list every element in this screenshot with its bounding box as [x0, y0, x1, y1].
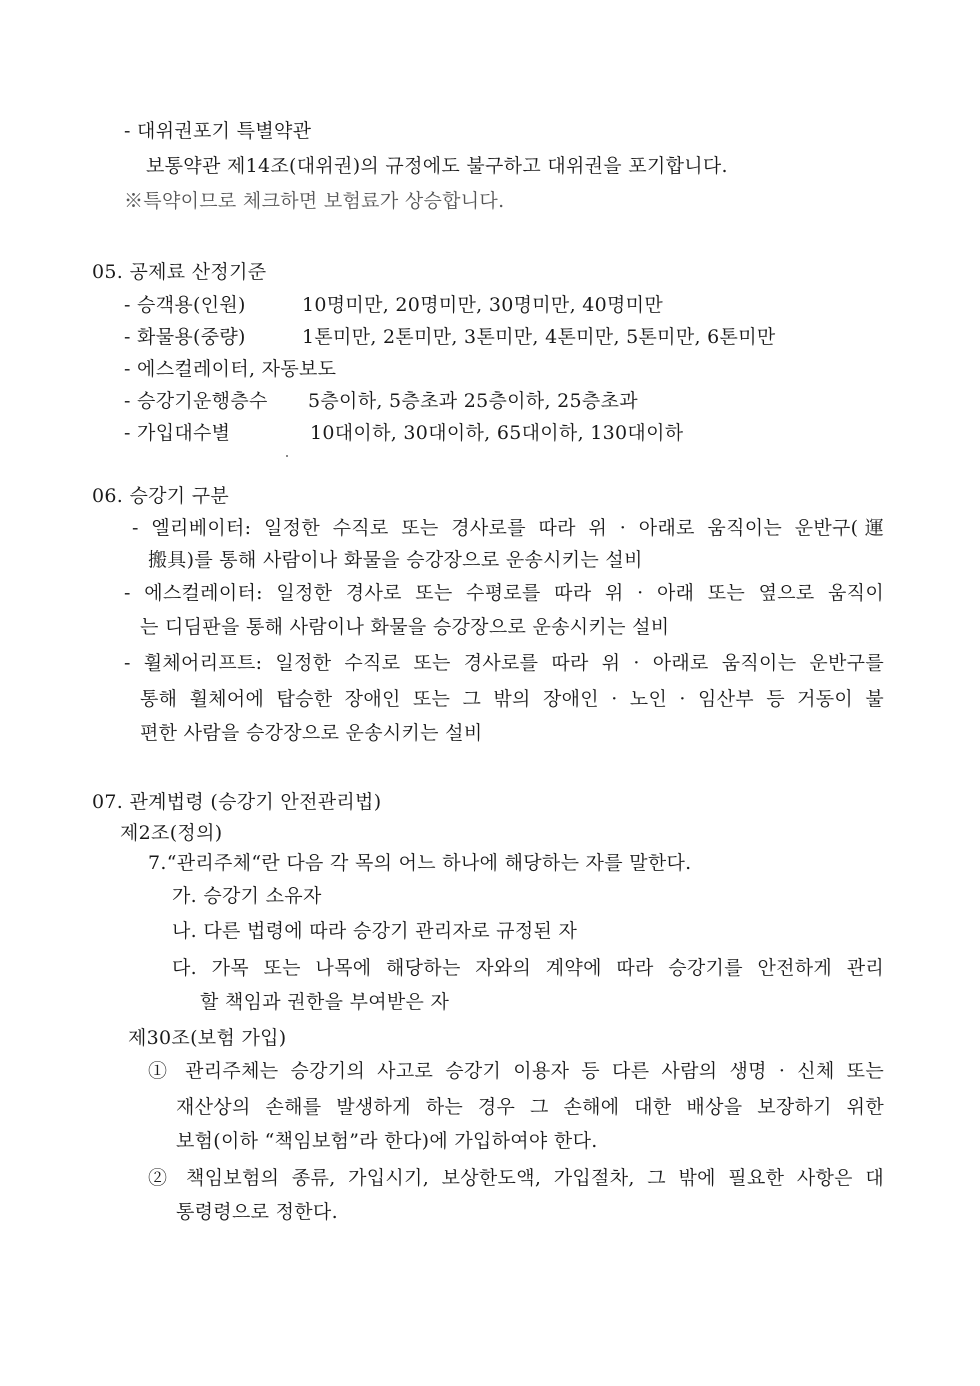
article-2-item-7: 7.“관리주체“란 다음 각 목의 어느 하나에 해당하는 자를 말한다. [148, 852, 692, 874]
premium-row-floors [124, 388, 904, 414]
section-06-heading: 06. 승강기 구분 [92, 485, 230, 507]
wheelchair-lift-def-line2: 통해 휠체어에 탑승한 장애인 또는 그 밖의 장애인 · 노인 · 임산부 등 거동이 불 [140, 688, 884, 710]
article-2-title: 제2조(정의) [120, 822, 223, 844]
article-30-para2-line2: 통령령으로 정한다. [176, 1201, 338, 1223]
elevator-def-line2: 搬具)를 통해 사람이나 화물을 승강장으로 운송시키는 설비 [148, 549, 643, 571]
premium-row-escalator [124, 356, 336, 382]
premium-row-value: 1톤미만, 2톤미만, 3톤미만, 4톤미만, 5톤미만, 6톤미만 [302, 326, 776, 348]
section-07-heading: 07. 관계법령 (승강기 안전관리법) [92, 791, 382, 813]
article-2-item-da-line1: 다. 가목 또는 나목에 해당하는 자와의 계약에 따라 승강기를 안전하게 관리 [172, 957, 884, 979]
premium-row-cargo [124, 324, 904, 350]
escalator-def-line1: - 에스컬레이터: 일정한 경사로 또는 수평로를 따라 위 · 아래 또는 옆으로 움직이 [124, 582, 884, 604]
special-clause-title: - 대위권포기 특별약관 [124, 120, 312, 142]
article-30-para2-line1: ② 책임보험의 종류, 가입시기, 보상한도액, 가입절차, 그 밖에 필요한 사항은 대 [148, 1167, 884, 1189]
premium-row-label: - 에스컬레이터, 자동보도 [124, 358, 337, 380]
article-30-para1-line3: 보험(이하 “책임보험”라 한다)에 가입하여야 한다. [176, 1130, 598, 1152]
premium-row-label: - 승객용(인원) [124, 294, 246, 316]
special-clause-note: ※특약이므로 체크하면 보험료가 상승합니다. [124, 190, 505, 212]
article-30-para1-line1: ① 관리주체는 승강기의 사고로 승강기 이용자 등 다른 사람의 생명 · 신체 또는 [148, 1060, 884, 1082]
premium-row-passenger [124, 292, 904, 318]
premium-row-label: - 승강기운행층수 [124, 390, 268, 412]
premium-row-units [124, 420, 904, 446]
premium-row-value: 10명미만, 20명미만, 30명미만, 40명미만 [302, 294, 663, 316]
article-30-title: 제30조(보험 가입) [128, 1027, 287, 1049]
article-2-item-ga: 가. 승강기 소유자 [172, 885, 322, 907]
premium-row-value: 5층이하, 5층초과 25층이하, 25층초과 [308, 390, 638, 412]
article-30-para1-line2: 재산상의 손해를 발생하게 하는 경우 그 손해에 대한 배상을 보장하기 위한 [176, 1096, 884, 1118]
article-2-item-na: 나. 다른 법령에 따라 승강기 관리자로 규정된 자 [172, 920, 578, 942]
scan-speck [286, 455, 288, 457]
section-05-heading: 05. 공제료 산정기준 [92, 261, 267, 283]
wheelchair-lift-def-line1: - 휠체어리프트: 일정한 수직로 또는 경사로를 따라 위 · 아래로 움직이는 운반구를 [124, 652, 884, 674]
premium-row-label: - 화물용(중량) [124, 326, 246, 348]
special-clause-body: 보통약관 제14조(대위권)의 규정에도 불구하고 대위권을 포기합니다. [146, 155, 728, 177]
elevator-def-line1: - 엘리베이터: 일정한 수직로 또는 경사로를 따라 위 · 아래로 움직이는 운반구(運 [132, 517, 884, 539]
wheelchair-lift-def-line3: 편한 사람을 승강장으로 운송시키는 설비 [140, 722, 483, 744]
escalator-def-line2: 는 디딤판을 통해 사람이나 화물을 승강장으로 운송시키는 설비 [140, 616, 670, 638]
article-2-item-da-line2: 할 책임과 권한을 부여받은 자 [200, 991, 450, 1013]
premium-row-label: - 가입대수별 [124, 422, 231, 444]
premium-row-value: 10대이하, 30대이하, 65대이하, 130대이하 [310, 422, 684, 444]
